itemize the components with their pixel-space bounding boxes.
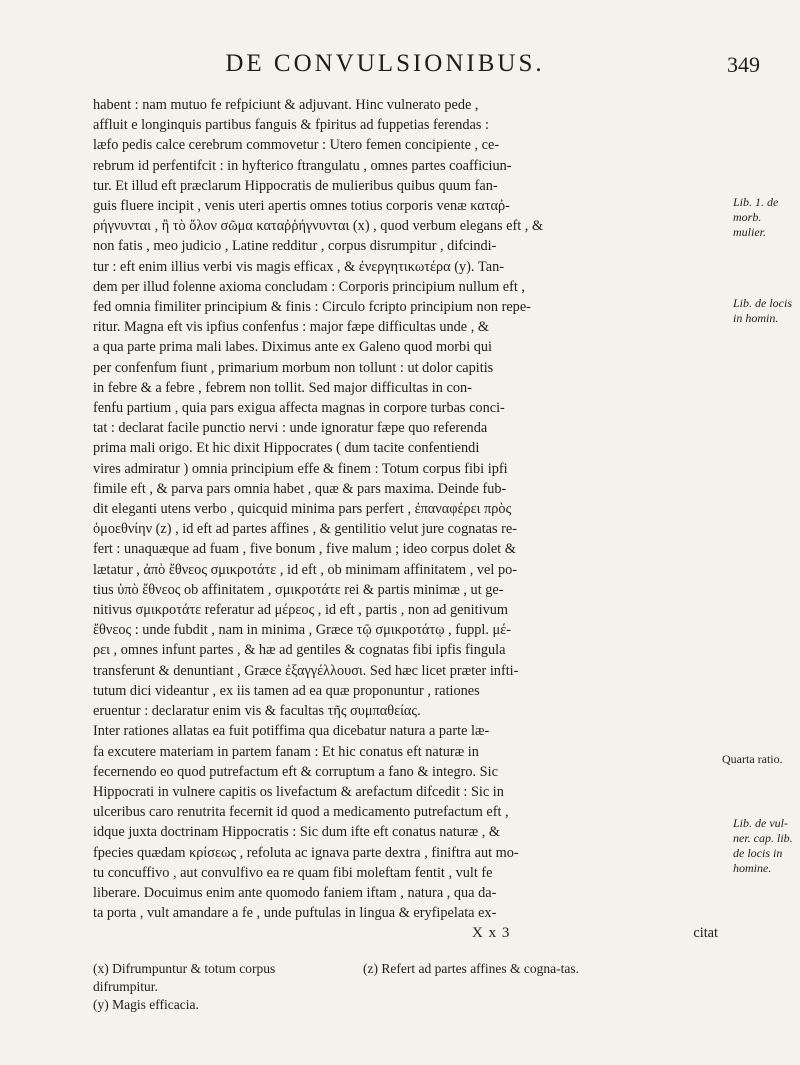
text-line: in febre & a febre , febrem non tollit. Sed major difficultas in con-	[93, 379, 472, 396]
margin-note-4: Lib. de vul-ner. cap. lib. de locis in homine.	[733, 816, 793, 875]
signature-mark: X x 3	[472, 925, 511, 941]
text-line: non fatis , meo judicio , Latine redditur , corpus disrumpitur , difcindi-	[93, 238, 497, 255]
margin-note-3: Quarta ratio.	[722, 752, 783, 766]
text-line: tutum dici videantur , ex iis tamen ad ea quæ proponuntur , rationes	[93, 682, 480, 699]
text-line: fpecies quædam κρίσεως , refoluta ac ignava parte dextra , finiftra aut mo-	[93, 844, 519, 861]
text-line: habent : nam mutuo fe refpiciunt & adjuvant. Hinc vulnerato pede ,	[93, 97, 479, 113]
text-line: liberare. Docuimus enim ante quomodo faniem iftam , natura , qua da-	[93, 884, 497, 901]
text-line: fimile eft , & parva pars omnia habet , quæ & pars maxima. Deinde fub-	[93, 480, 507, 497]
text-line: tat : declarat facile punctio nervi : unde ignoratur fæpe quo referenda	[93, 420, 488, 437]
text-line: transferunt & denuntiant , Græce ἐξαγγέλλουσι. Sed hæc licet præter infti-	[93, 662, 519, 679]
text-line: læfo pedis calce cerebrum commovetur : Utero femen concipiente , ce-	[93, 137, 500, 154]
text-line: affluit e longinquis partibus fanguis & fpiritus ad fuppetias ferendas :	[93, 117, 489, 134]
text-line: guis fluere incipit , venis uteri apertis omnes totius corporis venæ καταῤ-	[93, 198, 510, 215]
text-line: idque juxta doctrinam Hippocratis : Sic dum ifte eft conatus naturæ , &	[93, 824, 500, 841]
text-line: ritur. Magna eft vis ipfius confenfus : major fæpe difficultas unde , &	[93, 319, 489, 336]
running-title: DE CONVULSIONIBUS.	[225, 50, 545, 77]
catchword: citat	[693, 925, 718, 941]
text-line: ρει , omnes infunt partes , & hæ ad gentiles & cognatas fibi ipfis fingula	[93, 642, 506, 659]
text-line: Hippocrati in vulnere capitis os livefactum & arefactum difcedit : Sic in	[93, 783, 504, 800]
main-text	[93, 95, 725, 923]
footnote-y: (y) Magis efficacia.	[93, 997, 199, 1012]
text-line: prima mali origo. Et hic dixit Hippocrates ( dum tacite confentiendi	[93, 440, 480, 457]
margin-note-1: Lib. 1. de morb. mulier.	[733, 195, 779, 239]
text-line: fenfu partium , quia pars exigua affecta magnas in corpore turbas conci-	[93, 400, 505, 417]
text-line: ὁμοεθνίην (z) , id eft ad partes affines , & gentilitio velut jure cognatas re-	[93, 521, 518, 538]
text-line: vires admiratur ) omnia principium effe & finem : Totum corpus fibi ipfi	[93, 460, 508, 477]
text-line: per confenfum fiunt , primarium morbum non tollunt : ut dolor capitis	[93, 359, 494, 376]
text-line: lætatur , ἀπὸ ἔθνεος σμικροτάτε , id eft , ob minimam affinitatem , vel po-	[93, 561, 517, 578]
text-line: a qua parte prima mali labes. Diximus ante ex Galeno quod morbi qui	[93, 339, 493, 356]
text-line: tur : eft enim illius verbi vis magis efficax , & ἐνεργητικωτέρα (y). Tan-	[93, 258, 505, 275]
text-line: fed omnia fimiliter principium & finis : Circulo fcripto principium non repe-	[93, 299, 531, 316]
text-line: rebrum id perfentifcit : in hyfterico ftrangulatu , omnes partes coafficiun-	[93, 157, 512, 174]
text-line: fert : unaquæque ad fuam , five bonum , five malum ; ideo corpus dolet &	[93, 541, 516, 558]
text-line: Inter rationes allatas ea fuit potiffima qua dicebatur natura a parte læ-	[93, 723, 490, 740]
text-line: ulceribus caro renutrita fecernit id quod a medicamento putrefactum eft ,	[93, 804, 509, 821]
text-line: tius ὑπὸ ἔθνεος ob affinitatem , σμικροτάτε rei & partis minimæ , ut ge-	[93, 581, 504, 598]
text-line: ta porta , vult amandare a fe , unde puftulas in lingua & eryfipelata ex-	[93, 905, 497, 922]
text-line: dem per illud folenne axioma concludam : Corporis principium nullum eft ,	[93, 278, 525, 295]
margin-note-2: Lib. de locis in homin.	[733, 296, 792, 325]
text-line: fa excutere materiam in partem fanam : Et hic conatus eft naturæ in	[93, 743, 479, 760]
text-line: dit eleganti utens verbo , quicquid minima pars perfert , ἐπαναφέρει πρὸς	[93, 501, 512, 518]
text-line: fecernendo eo quod putrefactum eft & corruptum a fano & integro. Sic	[93, 763, 498, 780]
text-line: nitivus σμικροτάτε referatur ad μέρεος , id eft , partis , non ad genitivum	[93, 602, 508, 619]
footnote-x: (x) Difrumpuntur & totum corpus difrumpitur.	[93, 961, 276, 994]
footnote-z: (z) Refert ad partes affines & cogna-tas.	[363, 961, 580, 976]
text-line: ρήγνυνται , ἢ τὸ ὅλον σῶμα καταῤῥήγνυνται (x) , quod verbum elegans eft , &	[93, 218, 544, 235]
text-line: ἔθνεος : unde fubdit , nam in minima , Græce τῷ σμικροτάτῳ , fuppl. μέ-	[93, 622, 511, 639]
text-line: tu concuffivo , aut convulfivo ea re quam fibi moleftam fentit , vult fe	[93, 864, 493, 881]
text-line: eruentur : declaratur enim vis & facultas τῆς συμπαθείας.	[93, 703, 421, 720]
page-number: 349	[727, 52, 760, 77]
text-line: tur. Et illud eft præclarum Hippocratis de mulieribus quibus quum fan-	[93, 177, 498, 194]
